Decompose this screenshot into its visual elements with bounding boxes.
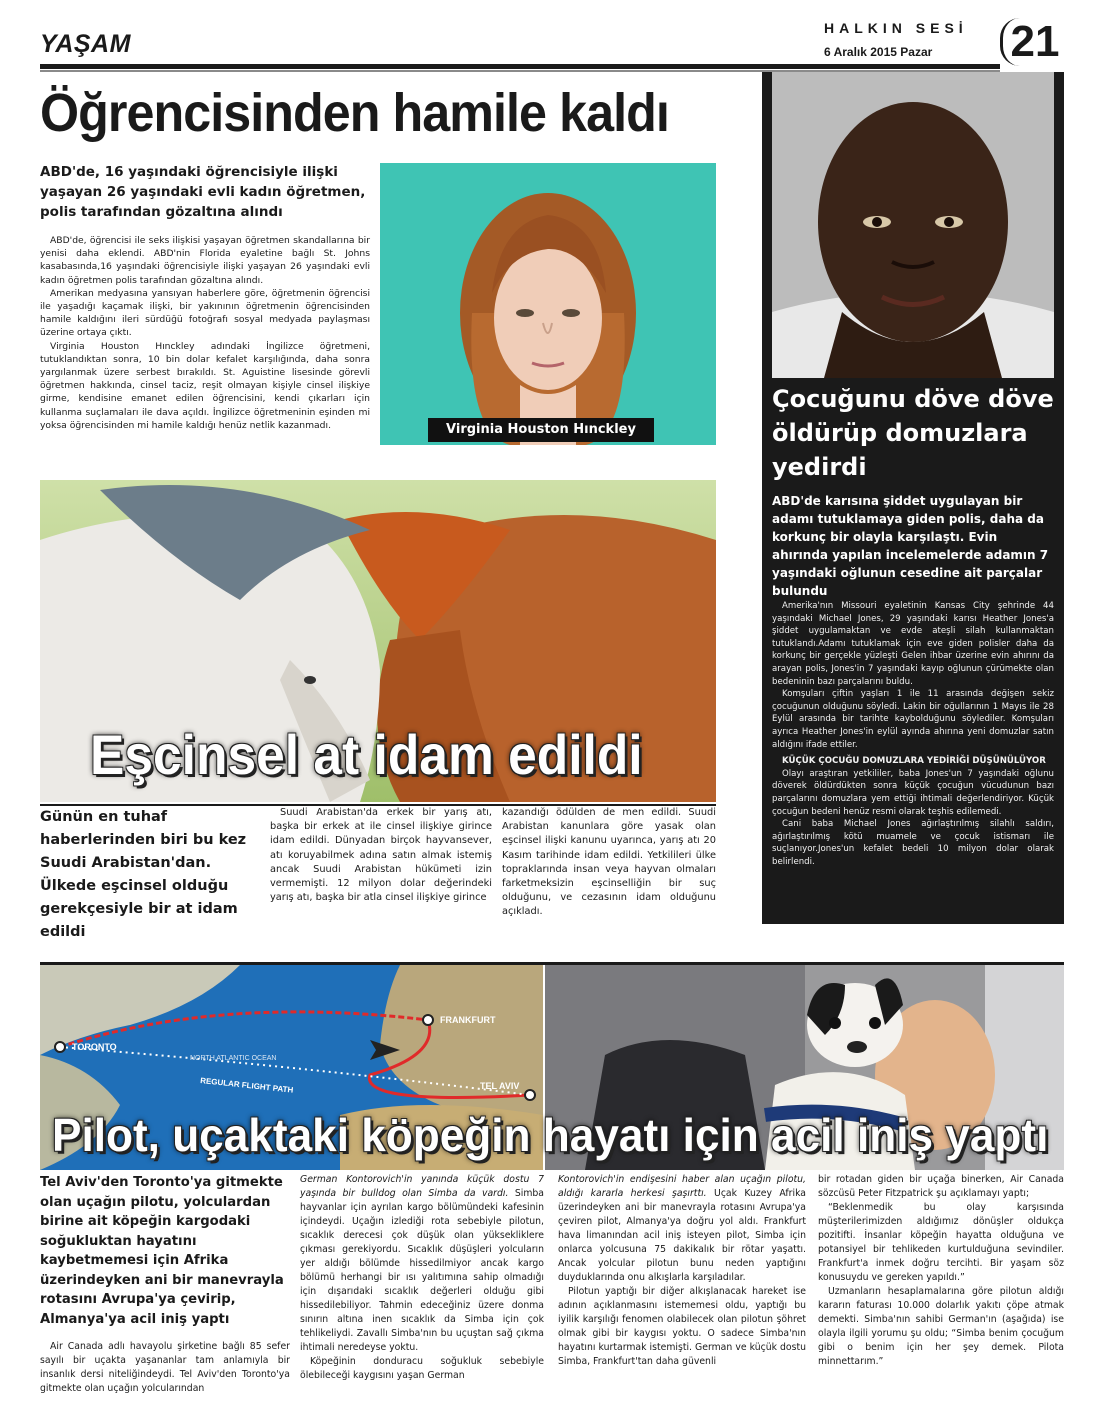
story2-body-col1 [270, 806, 492, 905]
story1-body [40, 234, 370, 432]
issue-date: 6 Aralık 2015 Pazar [824, 45, 933, 59]
sidebar-paragraph: Cani baba Michael Jones ağırlaştırılmış silahlı saldırı, ağırlaştırılmış kötü muamele ve çocuk istismarı ile suçlanıyor.Jones'un kefalet bedeli 10 milyon dolar olarak belirlendi. [772, 819, 1054, 867]
story3-deck: Tel Aviv'den Toronto'ya gitmekte olan uçağın pilotu, yolculardan birine ait köpeğin kargodaki soğukluktan hayatını kaybetmemesi için Afrika üzerindeyken ani bir manevrayla rotasını Avrupa'ya çevirip, Almanya'ya acil iniş yaptı [40, 1175, 284, 1327]
sidebar-deck: ABD'de karısına şiddet uygulayan bir adamı tutuklamaya giden polis, daha da korkunç bir olayla karşılaştı. Evin ahırında yapılan incelemelerde adamın 7 yaşındaki oğlunun cesedine ait parçalar bulundu [772, 494, 1049, 598]
sidebar-paragraph: Komşuları çiftin yaşları 1 ile 11 arasında değişen sekiz çocuğunun olduğunu söyledi. Lakin bir oğullarının 1 Mayıs ile 28 Eylül arasında bir tarihte kaybolduğunu söylediler. Komşuları ayrıca Heather Jones'in eylül ayında ahırına yeni domuzlar satın aldığını ifade ettiler. [772, 689, 1054, 750]
story1-paragraph: Amerikan medyasına yansıyan haberlere göre, öğretmenin öğrencisi ile yaşadığı kaçamak ilişki, bir yakınının öğretmenin öğrencisinden hamile kaldığını ileri sürdüğü fotoğrafı sosyal medyada paylaşması üzerine ortaya çıktı. [40, 287, 370, 339]
story1-headline: Öğrencisinden hamile kaldı [40, 83, 669, 143]
story1-paragraph: Virginia Houston Hınckley adındaki İngilizce öğretmeni, tutuklandıktan sonra, 10 bin dolar kefalet karşılığında, daha sonra yargılanmak üzere serbest bırakıldı. St. Aguistine lisesinde görevli öğretmen hakkında, cinsel taciz, reşit olmayan kişiyle cinsel ilişkiye girme, kendisine emanet edilen öğrencisini, kendi çıkarları için kullanma suçlamaları ile dava açıldı. İngilizce öğretmeninin eşinden mi yoksa öğrencisinden mi hamile kaldığı henüz netlik kazanmadı. [40, 340, 370, 431]
page-number: 21 [1000, 18, 1067, 66]
photo-caption: Virginia Houston Hınckley [428, 418, 654, 442]
teacher-mugshot-photo [380, 163, 716, 445]
story3-quote-italic: German Kontorovich'in yanında küçük dostu 7 yaşında bir bulldog olan Simba da vardı. [300, 1174, 544, 1199]
story1-deck: ABD'de, 16 yaşındaki öğrencisiyle ilişki yaşayan 26 yaşındaki evli kadın öğretmen, polis tarafından gözaltına alındı [40, 164, 366, 220]
sidebar-subhead: KÜÇÜK ÇOCUĞU DOMUZLARA YEDİRİĞİ DÜŞÜNÜLÜYOR [782, 756, 1046, 767]
story3-body-col1 [40, 1340, 290, 1396]
story3-paragraph: Pilotun yaptığı bir diğer alkışlanacak hareket ise adının açıklanmasını istememesi oldu, yaptığı bu iyilik karşılığı fenomen olabilecek olan pilotun şöhret olmak gibi bir kaygısı yoktu. O sadece Simba'nın hayatını kurtarmak istemişti. German ve küçük dostu Simba, Frankfurt'tan daha güvenli [558, 1286, 806, 1367]
story3-headline: Pilot, uçaktaki köpeğin hayatı için acil iniş yaptı [52, 1109, 1049, 1161]
story3-paragraph: Uzmanların hesaplamalarına göre pilotun aldığı kararın faturası 10.000 dolarlık yakıtı çöpe atmak demekti. Simba'nın sahibi German'ın (aşağıda) ise olayla ilgili yorumu şu oldu; “Simba benim çocuğum gibi o benim için her şey demek. Pilota minnettarım.” [818, 1286, 1064, 1367]
sidebar-paragraph: Amerika'nın Missouri eyaletinin Kansas City şehrinde 44 yaşındaki Michael Jones, 29 yaşındaki karısı Heather Jones'a şiddet uygulamaktan ve evde ateşli silah kullanmaktan tutuklandı.Adamı tutuklamak için eve giden polisler daha da korkunç bir gerçekle yüzleşti Gelen ihbar üzerine evin ahırını da arayan polis, Jones'in 7 yaşındaki kayıp oğlunun çürümekte olan bedeninin bazı parçalarını buldu. [772, 601, 1054, 687]
map-label-frankfurt: FRANKFURT [440, 1015, 496, 1025]
story1-paragraph: ABD'de, öğrencisi ile seks ilişkisi yaşayan öğretmen skandallarına bir yenisi daha eklendi. ABD'nin Florida eyaletine bağlı St. Johns kasabasında,16 yaşındaki öğrencisiyle ilişki yaşayan 26 yaşındaki evli kadın öğretmen polis tarafından gözaltına alındı. [40, 235, 370, 286]
sidebar-paragraph: Olayı araştıran yetkililer, baba Jones'un 7 yaşındaki oğlunu döverek öldürdükten sonra küçük çocuğun vücudunun bazı parçalarını domuzlara yem ettiği ihtimali değerlendiriyor. Küçük çocuğun bedeni henüz resmi olarak teşhis edilemedi. [772, 768, 1054, 817]
story2-paragraph: kazandığı ödülden de men edildi. Suudi Arabistan kanunlara göre yasak olan eşcinsel ilişki kanunu uyarınca, yarış atı 20 Kasım tarihinde idam edildi. Yetkilileri ülke topraklarında insan veya hayvan olmaları farketmeksizin eşcinselliğin bir suç olduğunu, ve cezasının idam olduğunu açıkladı. [502, 807, 716, 918]
story3-body-col4 [818, 1173, 1064, 1369]
story3-paragraph: Köpeğinin donduracu soğukluk sebebiyle ölebileceği kaygısını yaşan German [300, 1356, 544, 1381]
header-rule [40, 64, 1000, 69]
story3-body-col3 [558, 1173, 806, 1369]
teacher-photo-art [380, 163, 716, 445]
story3-text: Uçak Kuzey Afrika üzerindeyken ani bir manevrayla rotasını Avrupa'ya çeviren pilot, Almanya'ya doğru yol aldı. Frankfurt hava limanından acil iniş isteyen pilot, Simba için onlarca yolcusuna 75 dakikalık bir rötar yaşattı. Ancak yolcular pilotun bunu neden yaptığını duyduklarında onu alkışlarla karşıladılar. [558, 1188, 806, 1283]
story2-body-col2 [502, 806, 716, 920]
story3-quote-italic: Kontorovich'in endişesini haber alan uçağın pilotu, aldığı kararla herkesi şaşırttı. [558, 1174, 806, 1199]
sidebar-body [772, 600, 1054, 868]
suspect-photo-art [772, 72, 1054, 378]
story3-body-col2 [300, 1173, 544, 1383]
story3-paragraph: Air Canada adlı havayolu şirketine bağlı 85 sefer sayılı bir uçakta yaşananlar tam anlamıyla bir insanlık dersi niteliğindeydi. Tel Aviv'den Toronto'ya gitmekte olan uçağın yolcularından [40, 1341, 290, 1394]
suspect-mugshot-photo [772, 72, 1054, 378]
map-label-flightpath: REGULAR FLIGHT PATH [199, 1076, 294, 1095]
story2-deck: Günün en tuhaf haberlerinden biri bu kez Suudi Arabistan'dan. Ülkede eşcinsel olduğu gerekçesiyle bir at idam edildi [40, 809, 247, 940]
story2-headline: Eşcinsel at idam edildi [90, 723, 643, 786]
map-label-toronto: TORONTO [72, 1042, 117, 1052]
sidebar-story [762, 72, 1064, 924]
map-label-telaviv: TEL AVIV [480, 1081, 520, 1091]
map-label-ocean: NORTH ATLANTIC OCEAN [190, 1055, 277, 1062]
sidebar-headline: Çocuğunu döve döve öldürüp domuzlara yedirdi [772, 385, 1054, 481]
story3-paragraph: “Beklenmedik bu olay karşısında müşterilerimizden aldığımız dönüşler oldukça pozitifti. İnsanlar köpeğin hayatta olduğuna ve potansiyel bir tehlikeden kurtulduğuna sevindiler. Frankfurt'a inmek doğru tercihti. Bir yaşam söz konusuydu ve gereken yapıldı.” [818, 1202, 1064, 1283]
story3-paragraph: bir rotadan giden bir uçağa binerken, Air Canada sözcüsü Peter Fitzpatrick şu açıklamayı yaptı; [818, 1174, 1064, 1199]
story3-text: Simba hayvanlar için ayrılan kargo bölümündeki kafesinin içindeydi. Uçağın izlediği rota sebebiyle pilotun, sıcaklık derecesi çok düşük olan yüksekliklere çıkması gerekiyordu. Sıcaklık düşüşleri yolcuların yer aldığı bölümde hissedilmiyor ancak kargo bölümü herhangi bir ısı yalıtımına sahip olmadığı için dışarıdaki sıcaklık değerleri olduğu gibi hissedilebiliyor. Tahmin edeceğiniz üzere donma sınırın altına inen sıcaklık da Simba için çok tehlikeliydi. Zavallı Simba'nın bu uçuştan sağ çıkma ihtimali neredeyse yoktu. [300, 1188, 544, 1353]
section-label: YAŞAM [40, 30, 131, 58]
newspaper-name: HALKIN SESİ [824, 20, 968, 36]
story2-paragraph: Suudi Arabistan'da erkek bir yarış atı, başka bir erkek at ile cinsel ilişkiye girince idam edildi. Dünyadan birçok hayvansever, atı koruyabilmek adına satın almak istemiş ancak Suudi Arabistan hükümeti izin vermemişti. 12 milyon dolar değerindeki yarış atı, başka bir atla cinsel ilişkiye girince [270, 807, 492, 904]
